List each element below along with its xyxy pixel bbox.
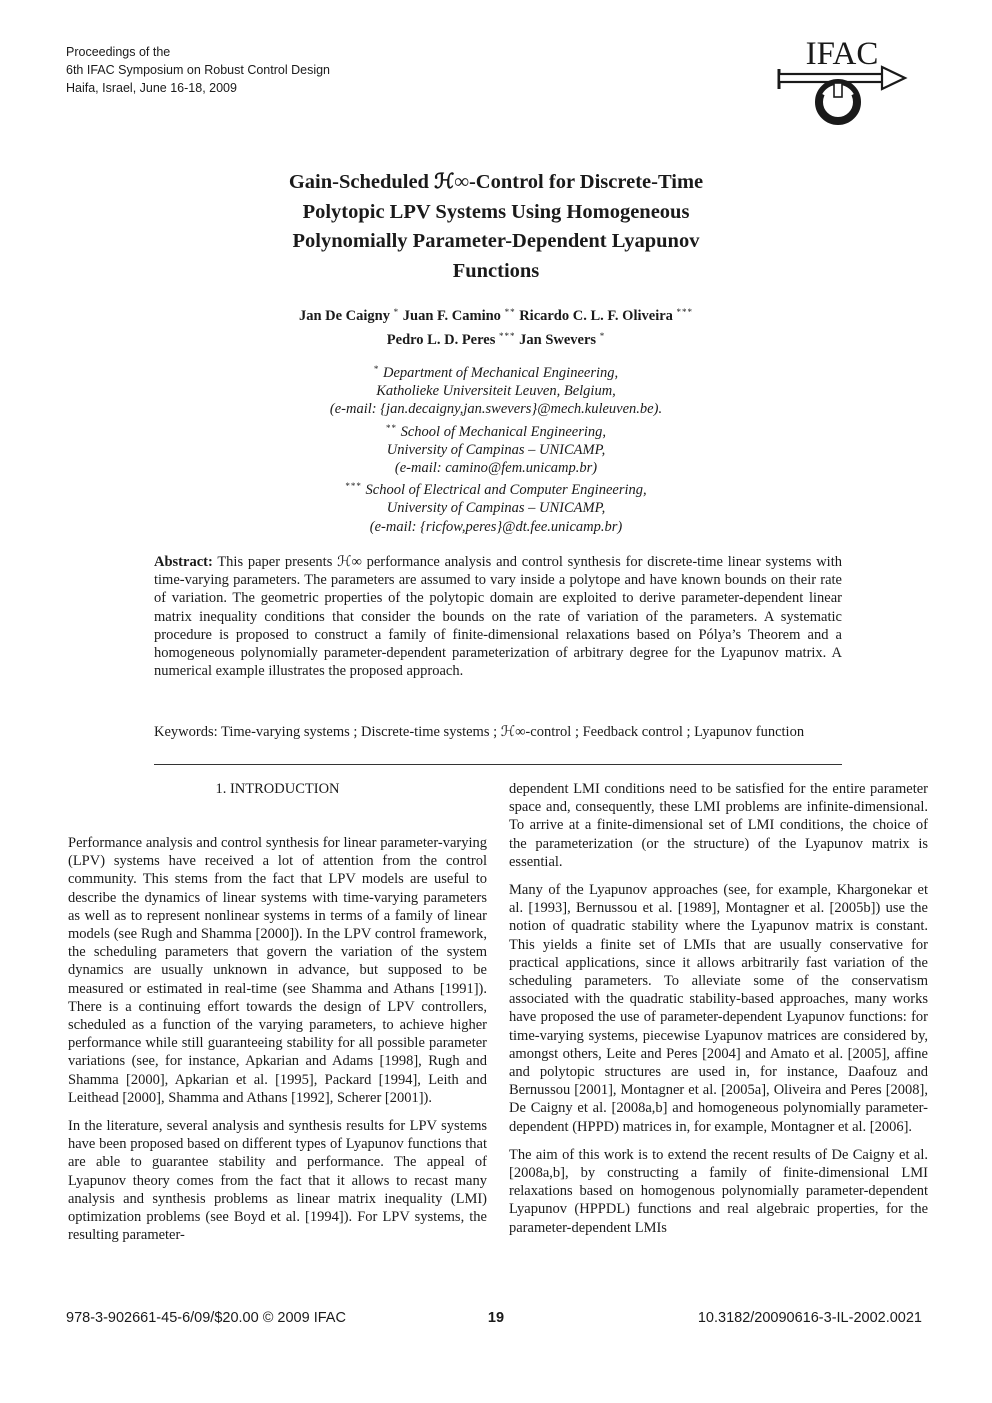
affiliation-email: (e-mail: {jan.decaigny,jan.swevers}@mech.kuleuven.be). bbox=[329, 401, 663, 418]
proceedings-line: 6th IFAC Symposium on Robust Control Design bbox=[66, 63, 331, 77]
proceedings-header bbox=[66, 43, 330, 97]
section-heading: 1. INTRODUCTION bbox=[215, 781, 340, 797]
affiliation-mark: ** bbox=[386, 422, 397, 433]
affiliation-mark: * bbox=[373, 364, 380, 374]
body-paragraph: In the literature, several analysis and synthesis results for LPV systems have been proposed based on different types of Lyapunov functions that are able to guarantee stability and performance. The appeal of Lyapunov theory comes from the fact that it allows to recast many analysis and synthesis problems as linear matrix inequality (LMI) optimization problems (see Boyd et al. [1994]). For LPV systems, the resulting parameter- bbox=[68, 1118, 487, 1244]
right-column bbox=[509, 780, 928, 1247]
title-line: Gain-Scheduled ℋ∞-Control for Discrete-Time bbox=[288, 171, 704, 193]
title-line: Polytopic LPV Systems Using Homogeneous bbox=[302, 200, 690, 223]
footer-isbn: 978-3-902661-45-6/09/$20.00 © 2009 IFAC bbox=[66, 1310, 346, 1326]
body-paragraph: The aim of this work is to extend the recent results of De Caigny et al. [2008a,b], by constructing a family of finite-dimensional LMI relaxations based on homogenous polynomially parameter-dependent Lyapunov (HPPDL) functions and real algebraic properties, for the parameter-dependent LMIs bbox=[509, 1146, 928, 1236]
affiliation-line: Department of Mechanical Engineering, bbox=[382, 365, 619, 381]
ifac-logo bbox=[776, 36, 908, 128]
affiliation-line: School of Electrical and Computer Engineering, bbox=[365, 482, 647, 499]
affiliation-email: (e-mail: {ricfow,peres}@dt.fee.unicamp.br) bbox=[369, 518, 623, 535]
author-name: Pedro L. D. Peres bbox=[386, 332, 496, 348]
author-mark: ** bbox=[504, 307, 516, 317]
keywords: Keywords: Time-varying systems ; Discrete-time systems ; ℋ∞-control ; Feedback control ; Lyapunov function bbox=[154, 724, 805, 740]
footer-doi: 10.3182/20090616-3-IL-2002.0021 bbox=[697, 1310, 922, 1326]
affiliation-line: University of Campinas – UNICAMP, bbox=[386, 500, 606, 517]
abstract-label: Abstract: bbox=[154, 554, 213, 570]
page-number: 19 bbox=[487, 1310, 505, 1326]
author-name: Jan Swevers bbox=[519, 332, 597, 348]
body-paragraph: dependent LMI conditions need to be satisfied for the entire parameter space and, consequently, these LMI problems are infinite-dimensional. To arrive at a finite-dimensional set of LMI conditions, the choice of the parameterization (or the structure) of the Lyapunov matrix is essential. bbox=[509, 781, 928, 870]
author-name: Jan De Caigny bbox=[298, 308, 390, 324]
proceedings-line: Proceedings of the bbox=[66, 45, 171, 59]
title-line: Functions bbox=[452, 259, 540, 282]
separator-rule bbox=[154, 764, 842, 765]
left-column bbox=[68, 834, 487, 1254]
author-name: Ricardo C. L. F. Oliveira bbox=[519, 308, 673, 324]
affiliation-email: (e-mail: camino@fem.unicamp.br) bbox=[394, 460, 598, 477]
author-mark: * bbox=[393, 307, 400, 317]
body-paragraph: Many of the Lyapunov approaches (see, for example, Khargonekar et al. [1993], Bernussou et al. [1989], Montagner et al. [2005b]) use the notion of quadratic stability where the Lyapunov matrix is constant. This yields a finite set of LMIs that are usually conservative for practical applications, since it allows arbitrarily fast variation of the scheduling parameters. To alleviate some of the conservatism associated with the quadratic stability-based approaches, many works have proposed the use of parameter-dependent Lyapunov functions: for time-varying systems, piecewise Lyapunov matrices are considered by, amongst others, Leite and Peres [2004] and Amato et al. [2005], affine and polytopic structures are used in, for instance, Daafouz and Bernussou [2001], Montagner et al. [2005a], Oliveira and Peres [2008], De Caigny et al. [2008a,b] and homogeneous polynomially parameter-dependent (HPPD) matrices in, for example, Montagner et al. [2006]. bbox=[509, 882, 928, 1135]
title-line: Polynomially Parameter-Dependent Lyapunov bbox=[292, 230, 700, 252]
author-name: Juan F. Camino bbox=[402, 308, 501, 324]
affiliation-line: School of Mechanical Engineering, bbox=[400, 423, 606, 440]
paper-title bbox=[180, 168, 812, 286]
author-list bbox=[160, 302, 832, 350]
abstract bbox=[154, 553, 842, 680]
abstract-text: This paper presents ℋ∞ performance analysis and control synthesis for discrete-time linear systems with time-varying parameters. The parameters are assumed to vary inside a polytope and have known bounds on their rate of variation. The geometric properties of the polytopic domain are exploited to derive parameter-dependent linear matrix inequality conditions that consider the bounds on the rate of variation of the parameters. A systematic procedure is proposed to construct a family of finite-dimensional relaxations based on Pólya’s Theorem and a homogeneous polynomially parameter-dependent parameterization of arbitrary degree for the Lyapunov matrix. A numerical example illustrates the proposed approach. bbox=[154, 554, 842, 680]
body-paragraph: Performance analysis and control synthesis for linear parameter-varying (LPV) systems have received a lot of attention from the control community. This stems from the fact that LPV models are useful to describe the dynamics of linear systems with time-varying parameters as well as to represent nonlinear systems in terms of a family of linear models (see Rugh and Shamma [2000]). In the LPV control framework, the scheduling parameters that govern the variation of the system dynamics are usually unknown in advance, but supposed to be measured or estimated in real-time (see Shamma and Athans [1991]). There is a continuing effort towards the design of LPV controllers, scheduled as a function of the varying parameters, to achieve higher performance while still guaranteeing stability for all possible parameter variations (see, for instance, Apkarian and Adams [1998], Rugh and Shamma [2000], Apkarian et al. [1995], Packard [1994], Leith and Leithead [2000], Shamma and Athans [1992], Scherer [2001]). bbox=[68, 835, 487, 1106]
author-mark: *** bbox=[499, 331, 516, 341]
ifac-logo-text: IFAC bbox=[805, 36, 879, 72]
affiliation-line: Katholieke Universiteit Leuven, Belgium, bbox=[376, 383, 616, 400]
affiliation-mark: *** bbox=[345, 481, 362, 492]
author-mark: *** bbox=[676, 307, 694, 317]
proceedings-line: Haifa, Israel, June 16-18, 2009 bbox=[66, 81, 237, 95]
author-mark: * bbox=[599, 331, 606, 341]
affiliations bbox=[160, 360, 832, 536]
affiliation-line: University of Campinas – UNICAMP, bbox=[386, 441, 606, 458]
